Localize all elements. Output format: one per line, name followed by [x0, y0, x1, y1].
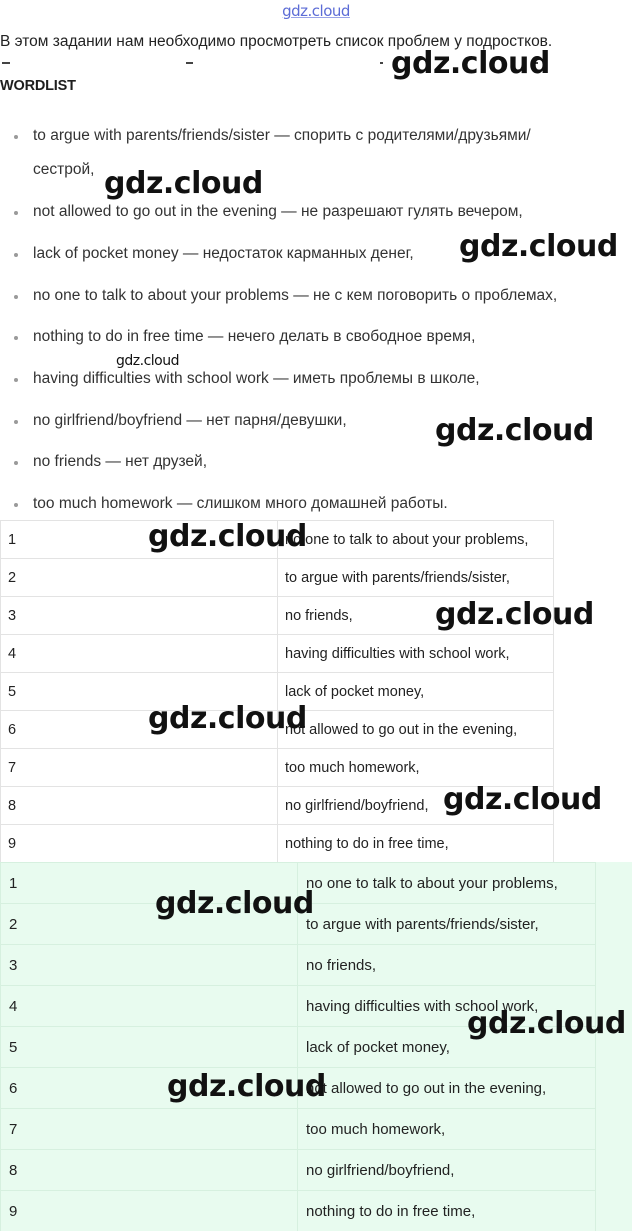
- list-item-text: not allowed to go out in the evening — не разрешают гулять вечером,: [33, 203, 523, 220]
- list-item-text: too much homework — слишком много домашней работы.: [33, 495, 448, 512]
- watermark: gdz.cloud: [104, 166, 263, 201]
- watermark: gdz.cloud: [116, 353, 179, 369]
- list-item-text: no girlfriend/boyfriend — нет парня/девушки,: [33, 412, 347, 429]
- list-item-text: lack of pocket money — недостаток карманных денег,: [33, 245, 414, 262]
- bullet-icon: [14, 253, 18, 257]
- table-cell-value: lack of pocket money,: [278, 673, 554, 711]
- divider: [2, 62, 10, 64]
- table-cell-number: 2: [1, 559, 278, 597]
- watermark: gdz.cloud: [167, 1069, 326, 1104]
- table-cell-number: 2: [1, 904, 298, 945]
- table-cell-value: no friends,: [278, 597, 554, 635]
- section-heading: WORDLIST: [0, 78, 76, 94]
- table-cell-value: to argue with parents/friends/sister,: [278, 559, 554, 597]
- list-item-text: nothing to do in free time — нечего делать в свободное время,: [33, 328, 476, 345]
- watermark: gdz.cloud: [148, 519, 307, 554]
- table-cell-value: not allowed to go out in the evening,: [298, 1068, 596, 1109]
- table-cell-value: no one to talk to about your problems,: [278, 521, 554, 559]
- table-cell-number: 7: [1, 1109, 298, 1150]
- watermark: gdz.cloud: [148, 701, 307, 736]
- table-row: [1, 1150, 596, 1191]
- table-cell-number: 5: [1, 1027, 298, 1068]
- table-cell-number: 9: [1, 1191, 298, 1231]
- list-item-text: no one to talk to about your problems — не с кем поговорить о проблемах,: [33, 287, 558, 304]
- bullet-icon: [14, 135, 18, 139]
- watermark: gdz.cloud: [459, 229, 618, 264]
- table-cell-number: 9: [1, 825, 278, 863]
- list-item: [14, 487, 624, 521]
- list-item: [14, 320, 624, 354]
- list-item: [14, 279, 624, 313]
- divider: [186, 62, 193, 64]
- watermark: gdz.cloud: [467, 1006, 626, 1041]
- table-row: [1, 635, 554, 673]
- list-item: [14, 445, 624, 479]
- table-row: [1, 1191, 596, 1231]
- table-cell-number: 8: [1, 1150, 298, 1191]
- table-row: [1, 749, 554, 787]
- bullet-icon: [14, 420, 18, 424]
- table-cell-value: no girlfriend/boyfriend,: [298, 1150, 596, 1191]
- table-cell-value: lack of pocket money,: [298, 1027, 596, 1068]
- bullet-icon: [14, 211, 18, 215]
- table-cell-value: nothing to do in free time,: [298, 1191, 596, 1231]
- table-cell-number: 1: [1, 521, 278, 559]
- site-logo[interactable]: gdz.cloud: [282, 2, 350, 20]
- table-cell-number: 1: [1, 863, 298, 904]
- table-cell-value: too much homework,: [298, 1109, 596, 1150]
- table-cell-number: 4: [1, 986, 298, 1027]
- bullet-icon: [14, 336, 18, 340]
- bullet-icon: [14, 378, 18, 382]
- bullet-icon: [14, 503, 18, 507]
- table-cell-value: having difficulties with school work,: [278, 635, 554, 673]
- watermark: gdz.cloud: [155, 886, 314, 921]
- bullet-icon: [14, 461, 18, 465]
- table-cell-value: no one to talk to about your problems,: [298, 863, 596, 904]
- list-item-text-continued: сестрой,: [33, 161, 95, 178]
- list-item-text: having difficulties with school work — иметь проблемы в школе,: [33, 370, 480, 387]
- table-cell-number: 3: [1, 945, 298, 986]
- table-row: [1, 825, 554, 863]
- table-cell-value: nothing to do in free time,: [278, 825, 554, 863]
- table-row: [1, 559, 554, 597]
- table-cell-value: not allowed to go out in the evening,: [278, 711, 554, 749]
- list-item-text: to argue with parents/friends/sister — спорить с родителями/друзьями/: [33, 127, 531, 144]
- table-cell-number: 5: [1, 673, 278, 711]
- table-cell-number: 6: [1, 711, 278, 749]
- table-cell-value: having difficulties with school work,: [298, 986, 596, 1027]
- table-cell-value: no girlfriend/boyfriend,: [278, 787, 554, 825]
- watermark: gdz.cloud: [435, 597, 594, 632]
- list-item: [14, 362, 624, 396]
- table-cell-number: 6: [1, 1068, 298, 1109]
- watermark: gdz.cloud: [443, 782, 602, 817]
- table-cell-number: 4: [1, 635, 278, 673]
- table-row: [1, 1109, 596, 1150]
- table-cell-value: no friends,: [298, 945, 596, 986]
- watermark: gdz.cloud: [391, 46, 550, 81]
- table-cell-number: 8: [1, 787, 278, 825]
- table-cell-value: too much homework,: [278, 749, 554, 787]
- divider: [380, 62, 383, 64]
- table-row: [1, 945, 596, 986]
- bullet-icon: [14, 295, 18, 299]
- watermark: gdz.cloud: [435, 413, 594, 448]
- list-item-text: no friends — нет друзей,: [33, 453, 208, 470]
- intro-text: В этом задании нам необходимо просмотреть список проблем у подростков.: [0, 33, 553, 50]
- table-cell-number: 7: [1, 749, 278, 787]
- table-cell-number: 3: [1, 597, 278, 635]
- table-cell-value: to argue with parents/friends/sister,: [298, 904, 596, 945]
